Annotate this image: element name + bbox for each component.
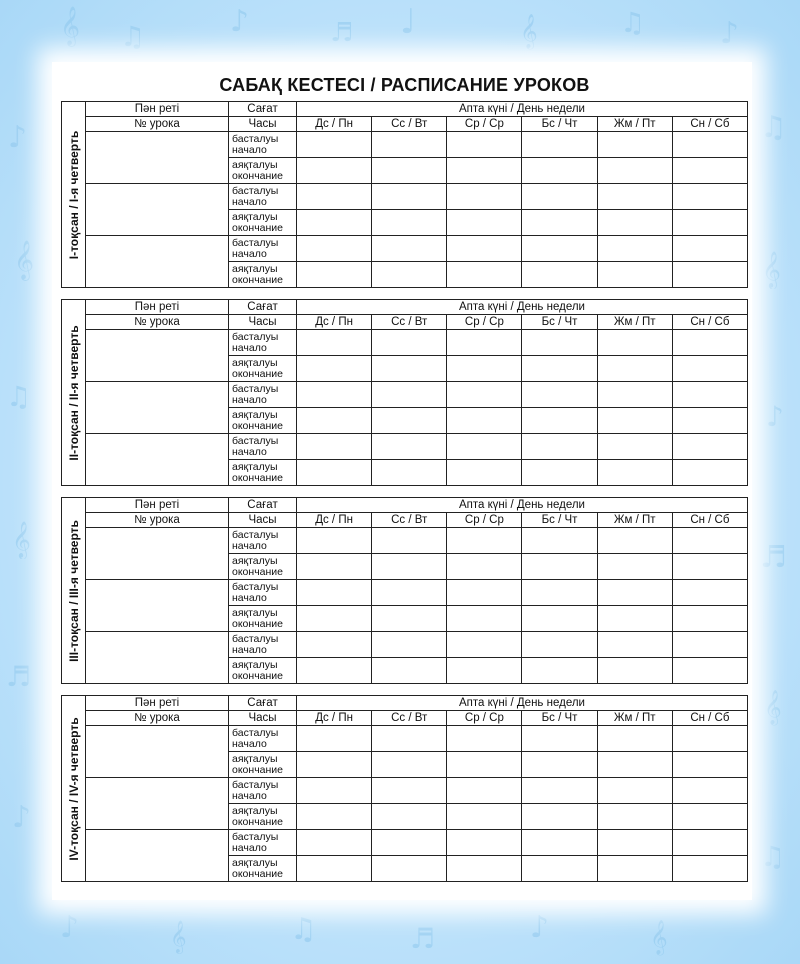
start-label-kz: басталуы bbox=[232, 236, 279, 249]
schedule-cell[interactable] bbox=[447, 382, 522, 408]
lesson-number-cell[interactable] bbox=[86, 330, 229, 382]
schedule-cell[interactable] bbox=[522, 778, 597, 804]
start-time-label bbox=[229, 236, 297, 262]
schedule-cell[interactable] bbox=[522, 408, 597, 434]
lesson-number-cell[interactable] bbox=[86, 236, 229, 288]
schedule-cell[interactable] bbox=[372, 528, 447, 554]
schedule-cell[interactable] bbox=[672, 528, 747, 554]
start-time-label bbox=[229, 330, 297, 356]
schedule-cell[interactable] bbox=[522, 856, 597, 882]
schedule-cell[interactable] bbox=[672, 726, 747, 752]
start-time-label bbox=[229, 830, 297, 856]
day-header: Дс / Пн bbox=[297, 513, 372, 528]
schedule-cell[interactable] bbox=[372, 184, 447, 210]
start-label-ru: начало bbox=[232, 341, 267, 354]
schedule-cell[interactable] bbox=[297, 554, 372, 580]
lesson-header-ru: № урока bbox=[86, 513, 229, 528]
music-notes-background: 𝄞 ♫ ♪ ♬ ♩ 𝄞 ♫ ♪ ♪ 𝄞 ♫ 𝄞 ♬ ♪ ♫ 𝄞 ♪ ♬ 𝄞 ♫ ♪ 𝄞 ♫ ♬ ♪ 𝄞 bbox=[6, 2, 787, 955]
schedule-cell[interactable] bbox=[297, 434, 372, 460]
schedule-cell[interactable] bbox=[372, 658, 447, 684]
start-label-ru: начало bbox=[232, 247, 267, 260]
schedule-cell[interactable] bbox=[372, 408, 447, 434]
end-label-ru: окончание bbox=[232, 815, 284, 828]
schedule-cell[interactable] bbox=[522, 726, 597, 752]
schedule-cell[interactable] bbox=[372, 132, 447, 158]
schedule-cell[interactable] bbox=[447, 262, 522, 288]
end-label-kz: аяқталуы bbox=[232, 856, 278, 869]
schedule-cell[interactable] bbox=[672, 330, 747, 356]
day-header: Сн / Сб bbox=[672, 513, 747, 528]
lesson-number-cell[interactable] bbox=[86, 726, 229, 778]
day-header: Жм / Пт bbox=[597, 315, 672, 330]
schedule-cell[interactable] bbox=[447, 804, 522, 830]
quarter-table bbox=[61, 101, 748, 288]
schedule-cell[interactable] bbox=[522, 382, 597, 408]
schedule-cell[interactable] bbox=[372, 382, 447, 408]
start-label-kz: басталуы bbox=[232, 528, 279, 541]
start-label-ru: начало bbox=[232, 841, 267, 854]
schedule-cell[interactable] bbox=[597, 158, 672, 184]
quarter-label: III-тоқсан / III-я четверть bbox=[66, 519, 81, 662]
start-time-label bbox=[229, 778, 297, 804]
start-time-label bbox=[229, 132, 297, 158]
lesson-header-kz: Пән реті bbox=[86, 696, 229, 711]
lesson-header-kz: Пән реті bbox=[86, 102, 229, 117]
start-label-ru: начало bbox=[232, 737, 267, 750]
lesson-number-cell[interactable] bbox=[86, 778, 229, 830]
weekday-header: Апта күні / День недели bbox=[297, 696, 748, 711]
schedule-cell[interactable] bbox=[447, 830, 522, 856]
start-label-kz: басталуы bbox=[232, 132, 279, 145]
day-header: Жм / Пт bbox=[597, 513, 672, 528]
end-label-ru: окончание bbox=[232, 763, 284, 776]
schedule-cell[interactable] bbox=[372, 356, 447, 382]
day-header: Дс / Пн bbox=[297, 315, 372, 330]
day-header: Ср / Ср bbox=[447, 513, 522, 528]
schedule-cell[interactable] bbox=[597, 262, 672, 288]
schedule-cell[interactable] bbox=[447, 632, 522, 658]
start-time-label bbox=[229, 528, 297, 554]
hours-header-kz: Сағат bbox=[229, 102, 297, 117]
end-label-kz: аяқталуы bbox=[232, 554, 278, 567]
lesson-header-kz: Пән реті bbox=[86, 498, 229, 513]
day-header: Сс / Вт bbox=[372, 513, 447, 528]
start-label-ru: начало bbox=[232, 445, 267, 458]
schedule-cell[interactable] bbox=[597, 778, 672, 804]
schedule-cell[interactable] bbox=[297, 382, 372, 408]
schedule-cell[interactable] bbox=[672, 460, 747, 486]
schedule-cell[interactable] bbox=[447, 356, 522, 382]
hours-header-kz: Сағат bbox=[229, 696, 297, 711]
schedule-cell[interactable] bbox=[372, 460, 447, 486]
schedule-cell[interactable] bbox=[522, 606, 597, 632]
schedule-cell[interactable] bbox=[447, 658, 522, 684]
lesson-number-cell[interactable] bbox=[86, 184, 229, 236]
lesson-header-kz: Пән реті bbox=[86, 300, 229, 315]
quarter-table bbox=[61, 299, 748, 486]
end-label-ru: окончание bbox=[232, 565, 284, 578]
schedule-cell[interactable] bbox=[672, 580, 747, 606]
schedule-cell[interactable] bbox=[372, 554, 447, 580]
schedule-cell[interactable] bbox=[597, 554, 672, 580]
schedule-cell[interactable] bbox=[297, 408, 372, 434]
schedule-cell[interactable] bbox=[672, 236, 747, 262]
schedule-cell[interactable] bbox=[672, 158, 747, 184]
lesson-number-cell[interactable] bbox=[86, 132, 229, 184]
schedule-cell[interactable] bbox=[447, 856, 522, 882]
schedule-cell[interactable] bbox=[372, 330, 447, 356]
start-time-label bbox=[229, 184, 297, 210]
schedule-cell[interactable] bbox=[447, 158, 522, 184]
schedule-cell[interactable] bbox=[372, 856, 447, 882]
schedule-cell[interactable] bbox=[297, 580, 372, 606]
schedule-cell[interactable] bbox=[597, 330, 672, 356]
hours-header-ru: Часы bbox=[229, 513, 297, 528]
weekday-header: Апта күні / День недели bbox=[297, 102, 748, 117]
day-header: Дс / Пн bbox=[297, 117, 372, 132]
schedule-cell[interactable] bbox=[372, 262, 447, 288]
schedule-cell[interactable] bbox=[297, 184, 372, 210]
end-label-ru: окончание bbox=[232, 471, 284, 484]
schedule-cell[interactable] bbox=[522, 632, 597, 658]
schedule-cell[interactable] bbox=[372, 830, 447, 856]
schedule-cell[interactable] bbox=[597, 236, 672, 262]
schedule-cell[interactable] bbox=[597, 356, 672, 382]
schedule-cell[interactable] bbox=[372, 778, 447, 804]
schedule-cell[interactable] bbox=[672, 752, 747, 778]
start-label-kz: басталуы bbox=[232, 830, 279, 843]
start-label-ru: начало bbox=[232, 195, 267, 208]
end-label-kz: аяқталуы bbox=[232, 356, 278, 369]
schedule-cell[interactable] bbox=[447, 460, 522, 486]
schedule-cell[interactable] bbox=[597, 408, 672, 434]
start-label-kz: басталуы bbox=[232, 632, 279, 645]
schedule-cell[interactable] bbox=[522, 356, 597, 382]
schedule-cell[interactable] bbox=[597, 658, 672, 684]
schedule-cell[interactable] bbox=[672, 132, 747, 158]
schedule-cell[interactable] bbox=[297, 778, 372, 804]
schedule-cell[interactable] bbox=[522, 460, 597, 486]
end-time-label bbox=[229, 606, 297, 632]
start-time-label bbox=[229, 434, 297, 460]
schedule-cell[interactable] bbox=[297, 356, 372, 382]
end-label-kz: аяқталуы bbox=[232, 158, 278, 171]
schedule-cell[interactable] bbox=[447, 330, 522, 356]
schedule-cell[interactable] bbox=[447, 236, 522, 262]
quarter-label-cell bbox=[62, 102, 86, 288]
quarter-table bbox=[61, 497, 748, 684]
schedule-cell[interactable] bbox=[672, 632, 747, 658]
end-label-ru: окончание bbox=[232, 867, 284, 880]
schedule-cell[interactable] bbox=[297, 210, 372, 236]
lesson-header-ru: № урока bbox=[86, 315, 229, 330]
schedule-cell[interactable] bbox=[297, 158, 372, 184]
schedule-cell[interactable] bbox=[297, 856, 372, 882]
day-header: Сс / Вт bbox=[372, 117, 447, 132]
schedule-cell[interactable] bbox=[297, 830, 372, 856]
schedule-cell[interactable] bbox=[372, 210, 447, 236]
end-label-ru: окончание bbox=[232, 367, 284, 380]
end-time-label bbox=[229, 210, 297, 236]
lesson-number-cell[interactable] bbox=[86, 632, 229, 684]
schedule-cell[interactable] bbox=[372, 606, 447, 632]
schedule-cell[interactable] bbox=[672, 262, 747, 288]
day-header: Жм / Пт bbox=[597, 711, 672, 726]
schedule-cell[interactable] bbox=[597, 830, 672, 856]
schedule-cell[interactable] bbox=[672, 830, 747, 856]
start-label-ru: начало bbox=[232, 643, 267, 656]
schedule-cell[interactable] bbox=[522, 158, 597, 184]
end-label-kz: аяқталуы bbox=[232, 752, 278, 765]
page-title: САБАҚ КЕСТЕСІ / РАСПИСАНИЕ УРОКОВ bbox=[219, 75, 590, 95]
start-time-label bbox=[229, 726, 297, 752]
schedule-cell[interactable] bbox=[672, 408, 747, 434]
schedule-cell[interactable] bbox=[672, 804, 747, 830]
schedule-cell[interactable] bbox=[372, 752, 447, 778]
start-label-kz: басталуы bbox=[232, 580, 279, 593]
end-time-label bbox=[229, 356, 297, 382]
schedule-cell[interactable] bbox=[447, 554, 522, 580]
schedule-cell[interactable] bbox=[297, 236, 372, 262]
start-time-label bbox=[229, 632, 297, 658]
end-time-label bbox=[229, 158, 297, 184]
day-header: Ср / Ср bbox=[447, 315, 522, 330]
schedule-cell[interactable] bbox=[372, 434, 447, 460]
end-label-kz: аяқталуы bbox=[232, 606, 278, 619]
schedule-cell[interactable] bbox=[597, 210, 672, 236]
schedule-cell[interactable] bbox=[297, 528, 372, 554]
schedule-cell[interactable] bbox=[672, 434, 747, 460]
schedule-cell[interactable] bbox=[522, 658, 597, 684]
end-label-kz: аяқталуы bbox=[232, 262, 278, 275]
end-label-ru: окончание bbox=[232, 419, 284, 432]
schedule-cell[interactable] bbox=[597, 580, 672, 606]
start-label-ru: начало bbox=[232, 143, 267, 156]
schedule-cell[interactable] bbox=[672, 356, 747, 382]
schedule-cell[interactable] bbox=[372, 580, 447, 606]
schedule-cell[interactable] bbox=[672, 554, 747, 580]
schedule-cell[interactable] bbox=[297, 804, 372, 830]
schedule-cell[interactable] bbox=[597, 132, 672, 158]
weekday-header: Апта күні / День недели bbox=[297, 300, 748, 315]
schedule-cell[interactable] bbox=[597, 632, 672, 658]
start-label-kz: басталуы bbox=[232, 778, 279, 791]
end-time-label bbox=[229, 262, 297, 288]
day-header: Ср / Ср bbox=[447, 711, 522, 726]
schedule-cell[interactable] bbox=[522, 330, 597, 356]
end-label-ru: окончание bbox=[232, 221, 284, 234]
schedule-cell[interactable] bbox=[447, 778, 522, 804]
start-label-kz: басталуы bbox=[232, 184, 279, 197]
schedule-cell[interactable] bbox=[522, 752, 597, 778]
schedule-cell[interactable] bbox=[447, 434, 522, 460]
quarter-label: IV-тоқсан / IV-я четверть bbox=[66, 716, 81, 861]
end-time-label bbox=[229, 856, 297, 882]
schedule-cell[interactable] bbox=[522, 528, 597, 554]
schedule-cell[interactable] bbox=[297, 752, 372, 778]
schedule-cell[interactable] bbox=[522, 554, 597, 580]
schedule-cell[interactable] bbox=[447, 580, 522, 606]
schedule-cell[interactable] bbox=[447, 132, 522, 158]
schedule-cell[interactable] bbox=[372, 236, 447, 262]
schedule-cell[interactable] bbox=[597, 184, 672, 210]
hours-header-ru: Часы bbox=[229, 711, 297, 726]
end-label-kz: аяқталуы bbox=[232, 658, 278, 671]
end-time-label bbox=[229, 460, 297, 486]
quarter-label: I-тоқсан / I-я четверть bbox=[66, 130, 81, 259]
lesson-number-cell[interactable] bbox=[86, 528, 229, 580]
schedule-cell[interactable] bbox=[447, 184, 522, 210]
start-label-ru: начало bbox=[232, 539, 267, 552]
schedule-cell[interactable] bbox=[597, 460, 672, 486]
hours-header-ru: Часы bbox=[229, 315, 297, 330]
day-header: Бс / Чт bbox=[522, 513, 597, 528]
schedule-cell[interactable] bbox=[672, 184, 747, 210]
end-label-kz: аяқталуы bbox=[232, 408, 278, 421]
day-header: Сн / Сб bbox=[672, 315, 747, 330]
day-header: Бс / Чт bbox=[522, 315, 597, 330]
start-time-label bbox=[229, 580, 297, 606]
start-label-kz: басталуы bbox=[232, 330, 279, 343]
end-time-label bbox=[229, 804, 297, 830]
hours-header-ru: Часы bbox=[229, 117, 297, 132]
end-label-kz: аяқталуы bbox=[232, 804, 278, 817]
end-time-label bbox=[229, 408, 297, 434]
schedule-cell[interactable] bbox=[447, 528, 522, 554]
start-label-kz: басталуы bbox=[232, 382, 279, 395]
lesson-number-cell[interactable] bbox=[86, 830, 229, 882]
lesson-header-ru: № урока bbox=[86, 711, 229, 726]
start-label-kz: басталуы bbox=[232, 726, 279, 739]
quarter-label-cell bbox=[62, 696, 86, 882]
schedule-cell[interactable] bbox=[597, 726, 672, 752]
schedule-cell[interactable] bbox=[372, 726, 447, 752]
schedule-cell[interactable] bbox=[597, 804, 672, 830]
day-header: Бс / Чт bbox=[522, 711, 597, 726]
end-time-label bbox=[229, 752, 297, 778]
schedule-cell[interactable] bbox=[597, 434, 672, 460]
quarter-label: II-тоқсан / II-я четверть bbox=[66, 324, 81, 461]
schedule-cell[interactable] bbox=[672, 382, 747, 408]
schedule-cell[interactable] bbox=[597, 528, 672, 554]
schedule-cell[interactable] bbox=[522, 210, 597, 236]
end-time-label bbox=[229, 658, 297, 684]
quarter-label-cell bbox=[62, 498, 86, 684]
start-label-ru: начало bbox=[232, 393, 267, 406]
schedule-cell[interactable] bbox=[597, 382, 672, 408]
start-time-label bbox=[229, 382, 297, 408]
schedule-cell[interactable] bbox=[297, 460, 372, 486]
day-header: Сн / Сб bbox=[672, 117, 747, 132]
start-label-ru: начало bbox=[232, 591, 267, 604]
schedule-cell[interactable] bbox=[447, 210, 522, 236]
end-label-kz: аяқталуы bbox=[232, 210, 278, 223]
end-label-ru: окончание bbox=[232, 617, 284, 630]
schedule-cell[interactable] bbox=[447, 752, 522, 778]
schedule-cell[interactable] bbox=[672, 658, 747, 684]
quarter-label-cell bbox=[62, 300, 86, 486]
schedule-cell[interactable] bbox=[297, 632, 372, 658]
lesson-number-cell[interactable] bbox=[86, 382, 229, 434]
schedule-cell[interactable] bbox=[297, 606, 372, 632]
schedule-cell[interactable] bbox=[447, 408, 522, 434]
start-label-kz: басталуы bbox=[232, 434, 279, 447]
schedule-cell[interactable] bbox=[447, 726, 522, 752]
day-header: Сс / Вт bbox=[372, 711, 447, 726]
schedule-cell[interactable] bbox=[372, 158, 447, 184]
schedule-cell[interactable] bbox=[522, 132, 597, 158]
schedule-cell[interactable] bbox=[597, 606, 672, 632]
schedule-cell[interactable] bbox=[297, 726, 372, 752]
quarter-table bbox=[61, 695, 748, 882]
schedule-cell[interactable] bbox=[297, 262, 372, 288]
day-header: Жм / Пт bbox=[597, 117, 672, 132]
day-header: Сн / Сб bbox=[672, 711, 747, 726]
end-label-kz: аяқталуы bbox=[232, 460, 278, 473]
start-label-ru: начало bbox=[232, 789, 267, 802]
day-header: Бс / Чт bbox=[522, 117, 597, 132]
schedule-cell[interactable] bbox=[672, 778, 747, 804]
end-time-label bbox=[229, 554, 297, 580]
schedule-cell[interactable] bbox=[597, 752, 672, 778]
day-header: Ср / Ср bbox=[447, 117, 522, 132]
lesson-header-ru: № урока bbox=[86, 117, 229, 132]
weekday-header: Апта күні / День недели bbox=[297, 498, 748, 513]
schedule-cell[interactable] bbox=[297, 330, 372, 356]
day-header: Дс / Пн bbox=[297, 711, 372, 726]
lesson-number-cell[interactable] bbox=[86, 580, 229, 632]
day-header: Сс / Вт bbox=[372, 315, 447, 330]
schedule-cell[interactable] bbox=[372, 632, 447, 658]
hours-header-kz: Сағат bbox=[229, 300, 297, 315]
schedule-cell[interactable] bbox=[522, 236, 597, 262]
schedule-cell[interactable] bbox=[372, 804, 447, 830]
end-label-ru: окончание bbox=[232, 669, 284, 682]
schedule-cell[interactable] bbox=[672, 210, 747, 236]
hours-header-kz: Сағат bbox=[229, 498, 297, 513]
schedule-cell[interactable] bbox=[522, 830, 597, 856]
schedule-cell[interactable] bbox=[522, 804, 597, 830]
schedule-cell[interactable] bbox=[522, 184, 597, 210]
schedule-cell[interactable] bbox=[297, 658, 372, 684]
schedule-cell[interactable] bbox=[522, 434, 597, 460]
end-label-ru: окончание bbox=[232, 273, 284, 286]
end-label-ru: окончание bbox=[232, 169, 284, 182]
schedule-cell[interactable] bbox=[597, 856, 672, 882]
schedule-cell[interactable] bbox=[672, 606, 747, 632]
schedule-cell[interactable] bbox=[297, 132, 372, 158]
lesson-number-cell[interactable] bbox=[86, 434, 229, 486]
schedule-cell[interactable] bbox=[522, 262, 597, 288]
schedule-cell[interactable] bbox=[447, 606, 522, 632]
schedule-cell[interactable] bbox=[522, 580, 597, 606]
schedule-cell[interactable] bbox=[672, 856, 747, 882]
